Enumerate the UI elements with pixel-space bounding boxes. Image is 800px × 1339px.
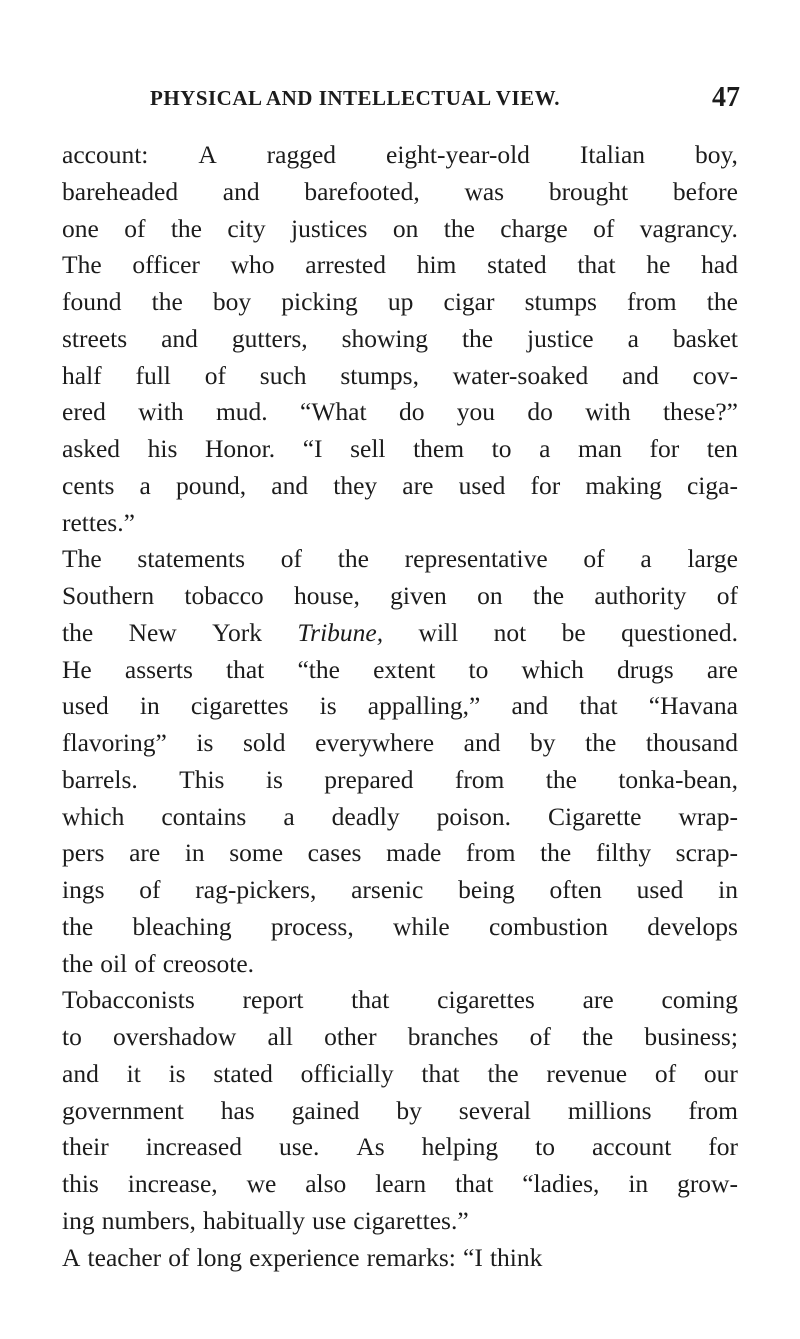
- text-line: one of the city justices on the charge of vagrancy.: [62, 213, 738, 243]
- text-line: the bleaching process, while combustion develops: [62, 911, 738, 941]
- text-line: Tobacconists report that cigarettes are coming: [62, 985, 738, 1015]
- text-line: bareheaded and barefooted, was brought before: [62, 176, 738, 206]
- text-line: He asserts that “the extent to which drugs are: [62, 654, 738, 684]
- text-line: used in cigarettes is appalling,” and that “Havana: [62, 691, 738, 721]
- text-line: pers are in some cases made from the filthy scrap-: [62, 838, 738, 868]
- text-line: their increased use. As helping to account for: [62, 1132, 738, 1162]
- body-text: [62, 140, 738, 1279]
- text-line: asked his Honor. “I sell them to a man for ten: [62, 434, 738, 463]
- text-line: and it is stated officially that the revenue of our: [62, 1058, 738, 1088]
- text-line: The statements of the representative of a large: [62, 544, 738, 574]
- text-line: this increase, we also learn that “ladies, in grow-: [62, 1169, 738, 1198]
- text-line: government has gained by several millions from: [62, 1095, 738, 1125]
- running-title: PHYSICAL AND INTELLECTUAL VIEW.: [150, 86, 560, 110]
- page-number: 47: [712, 82, 740, 113]
- text-line: to overshadow all other branches of the business;: [62, 1022, 738, 1051]
- text-line: found the boy picking up cigar stumps from the: [62, 287, 738, 316]
- text-line: A teacher of long experience remarks: “I think: [62, 1242, 543, 1272]
- running-head: [140, 82, 740, 116]
- text-line: barrels. This is prepared from the tonka-bean,: [62, 764, 738, 794]
- text-line: rettes.”: [62, 507, 135, 537]
- text-line: flavoring” is sold everywhere and by the thousand: [62, 728, 738, 757]
- text-line: The officer who arrested him stated that he had: [62, 250, 738, 280]
- text-line: account: A ragged eight-year-old Italian boy,: [62, 140, 738, 169]
- text-line: Southern tobacco house, given on the authority of: [62, 581, 738, 610]
- text-line: which contains a deadly poison. Cigarette wrap-: [62, 801, 738, 831]
- text-line: streets and gutters, showing the justice a basket: [62, 323, 738, 353]
- text-line: cents a pound, and they are used for making ciga-: [62, 470, 738, 500]
- text-line: ing numbers, habitually use cigarettes.”: [62, 1205, 469, 1235]
- text-line: the New York Tribune, will not be questioned.: [62, 617, 738, 647]
- text-line: half full of such stumps, water-soaked and cov-: [62, 360, 738, 390]
- text-line: ings of rag-pickers, arsenic being often used in: [62, 875, 738, 904]
- text-line: the oil of creosote.: [62, 948, 255, 978]
- text-line: ered with mud. “What do you do with these?”: [62, 397, 738, 427]
